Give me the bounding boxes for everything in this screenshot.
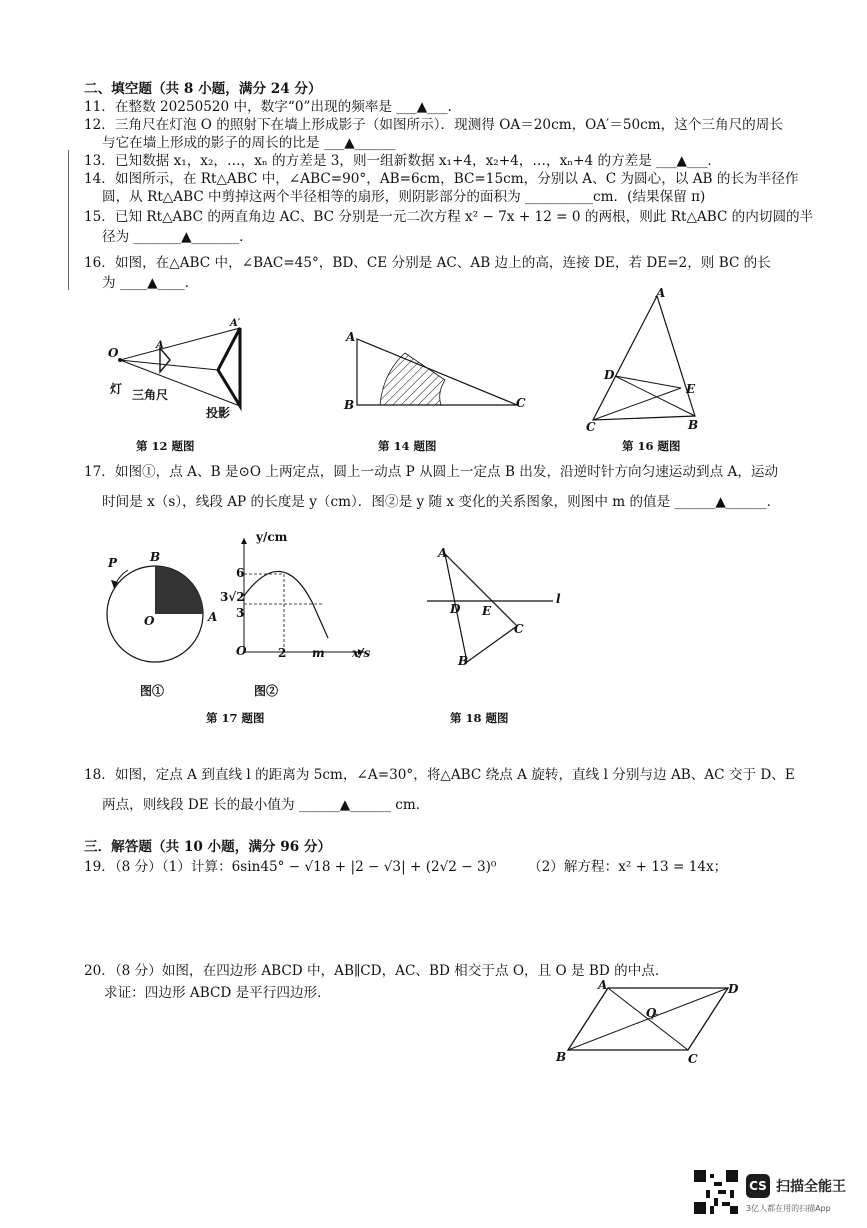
camscanner-logo-icon: CS (746, 1174, 770, 1198)
question-11: 11．在整数 20250520 中，数字“0”出现的频率是 ___▲___． (84, 99, 462, 115)
figure-20 (560, 980, 740, 1060)
question-12-line1: 12．三角尺在灯泡 O 的照射下在墙上形成影子（如图所示）．现测得 OA＝20cm，OA′＝50cm，这个三角尺的周长 (84, 117, 783, 133)
question-15-line1: 15．已知 Rt△ABC 的两直角边 AC、BC 分别是一元二次方程 x² − 7x + 12 = 0 的两根，则此 Rt△ABC 的内切圆的半 (84, 209, 814, 225)
fig12-caption: 第 12 题图 (136, 439, 195, 453)
question-19-part2: （2）解方程：x² + 13 = 14x； (528, 859, 728, 875)
question-14-line1: 14．如图所示，在 Rt△ABC 中，∠ABC=90°，AB=6cm，BC=15cm，分别以 A、C 为圆心，以 AB 的长为半径作 (84, 171, 799, 187)
question-12-line2: 与它在墙上形成的影子的周长的比是 ___▲______ (102, 135, 396, 151)
fig17-fig1-label: 图① (140, 684, 165, 698)
fig17-fig2-label: 图② (254, 684, 279, 698)
fig17-xaxis-label: x/s (352, 646, 371, 660)
question-17-line2: 时间是 x（s），线段 AP 的长度是 y（cm）．图②是 y 随 x 变化的关系图象，则图中 m 的值是 ______▲______． (102, 494, 781, 510)
fig17-yaxis-label: y/cm (256, 530, 288, 544)
fig14-label-A: A (346, 330, 356, 344)
fig18-label-E: E (482, 604, 492, 618)
fig12-label-Aprime: A′ (230, 318, 241, 329)
question-18-line2: 两点，则线段 DE 长的最小值为 ______▲______ cm． (102, 797, 430, 813)
fig18-label-l: l (556, 592, 561, 606)
fig14-label-C: C (516, 396, 526, 410)
brand-tagline: 3亿人都在用的扫描App (746, 1204, 831, 1213)
question-19-part1: 19．（8 分）（1）计算：6sin45° − √18 + |2 − √3| + (2√2 − 3)⁰ (84, 859, 497, 875)
fig14-caption: 第 14 题图 (378, 439, 437, 453)
figure-17-circle (100, 548, 225, 673)
qr-code-icon (694, 1170, 738, 1214)
fig12-lamp: 灯 (110, 382, 123, 396)
figure-14 (345, 325, 530, 415)
fig16-label-A: A (656, 286, 666, 300)
figure-17-graph (232, 534, 372, 659)
question-15-line2: 径为 _______▲_______． (102, 229, 253, 245)
fig16-label-C: C (586, 420, 596, 434)
fig20-label-A: A (598, 978, 608, 992)
fig20-label-D: D (728, 982, 739, 996)
fig20-label-B: B (556, 1050, 567, 1064)
fig18-label-D: D (450, 602, 461, 616)
fig17-y3r2: 3√2 (220, 590, 245, 604)
question-17-line1: 17．如图①，点 A、B 是⊙O 上两定点，圆上一动点 P 从圆上一定点 B 出发，沿逆时针方向匀速运动到点 A，运动 (84, 464, 779, 480)
figure-16 (585, 288, 715, 428)
fig17-y3: 3 (236, 606, 245, 620)
fig17-x2: 2 (278, 646, 287, 660)
fig17-xm: m (312, 646, 325, 660)
question-16-line1: 16．如图，在△ABC 中，∠BAC=45°，BD、CE 分别是 AC、AB 边上的高，连接 DE，若 DE=2，则 BC 的长 (84, 255, 771, 271)
fig18-caption: 第 18 题图 (450, 711, 509, 725)
fig17-y6: 6 (236, 566, 245, 580)
margin-line (68, 150, 69, 290)
question-13: 13．已知数据 x₁，x₂，…，xₙ 的方差是 3，则一组新数据 x₁+4，x₂+4，…，xₙ+4 的方差是 ___▲___． (84, 153, 721, 169)
fig12-label-A: A (156, 340, 164, 351)
brand-name: 扫描全能王 (776, 1179, 846, 1195)
question-14-line2: 圆，从 Rt△ABC 中剪掉这两个半径相等的扇形，则阴影部分的面积为 __________cm．(结果保留 π) (102, 189, 706, 205)
fig17-label-B: B (150, 550, 161, 564)
fig12-shadow: 投影 (206, 406, 231, 420)
fig16-label-E: E (686, 382, 696, 396)
fig16-caption: 第 16 题图 (622, 439, 681, 453)
fig12-label-O: O (108, 346, 119, 360)
section-3-title: 三．解答题（共 10 小题，满分 96 分） (84, 839, 332, 855)
fig18-label-A: A (438, 546, 448, 560)
fig17-label-O: O (144, 614, 155, 628)
question-20-line2: 求证：四边形 ABCD 是平行四边形． (104, 985, 331, 1001)
section-2-title: 二、填空题（共 8 小题，满分 24 分） (84, 81, 322, 97)
fig12-triangle: 三角尺 (132, 388, 169, 402)
fig20-label-O: O (646, 1006, 657, 1020)
fig17-label-A: A (208, 610, 218, 624)
fig14-label-B: B (344, 398, 355, 412)
figure-18 (425, 548, 565, 673)
fig18-label-B: B (458, 654, 469, 668)
fig17-origin: O (236, 644, 247, 658)
fig18-label-C: C (514, 622, 524, 636)
figure-12 (100, 318, 260, 428)
fig17-label-P: P (108, 556, 118, 570)
fig20-label-C: C (688, 1052, 698, 1066)
scanner-brand (738, 1170, 863, 1220)
fig16-label-B: B (688, 418, 699, 432)
question-16-line2: 为 ____▲____． (102, 275, 199, 291)
question-18-line1: 18．如图，定点 A 到直线 l 的距离为 5cm，∠A=30°，将△ABC 绕点 A 旋转，直线 l 分别与边 AB、AC 交于 D、E (84, 767, 795, 783)
fig17-caption: 第 17 题图 (206, 711, 265, 725)
fig16-label-D: D (604, 368, 615, 382)
question-20-line1: 20．（8 分）如图，在四边形 ABCD 中，AB∥CD，AC、BD 相交于点 O，且 O 是 BD 的中点． (84, 963, 669, 979)
